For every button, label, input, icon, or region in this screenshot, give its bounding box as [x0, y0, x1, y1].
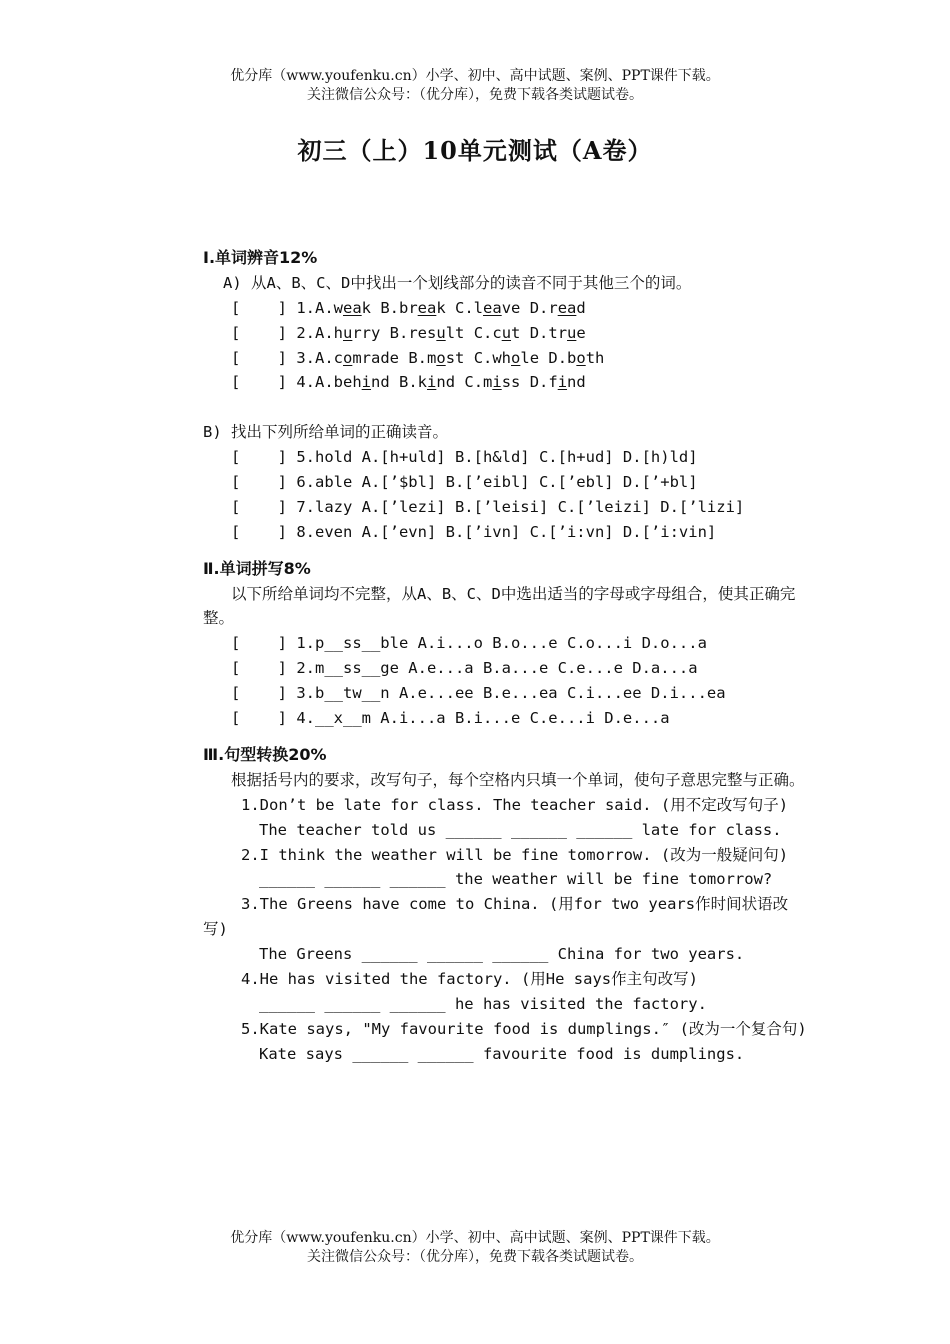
underlined-letters: ea — [343, 298, 362, 317]
option-d — [530, 299, 586, 317]
underlined-letters: u — [436, 323, 446, 342]
option-text: mrade — [352, 348, 409, 367]
option-text: B.res — [389, 323, 437, 342]
option-d — [530, 373, 586, 391]
option-a — [315, 324, 390, 342]
underlined-letters: i — [361, 373, 372, 392]
option-text: A.beh — [315, 373, 362, 392]
section-1a-instruction: A) 从A、B、C、D中找出一个划线部分的读音不同于其他三个的词。 — [223, 273, 692, 292]
option-text: B.m — [408, 348, 437, 367]
option-text: st — [445, 348, 474, 367]
option-text: ss — [501, 373, 530, 392]
underlined-letters: i — [492, 373, 502, 392]
section-3-question: 4.He has visited the factory. (用He says作主句改写) — [241, 970, 698, 989]
option-c — [455, 299, 530, 317]
option-text: C.m — [464, 373, 493, 392]
option-b — [399, 373, 464, 391]
underlined-letters: o — [576, 348, 586, 367]
option-text: D.r — [529, 298, 558, 317]
section-1b-item: [ ] 7.lazy A.[’lezi] B.[’leisi] C.[’leizi] D.[’lizi] — [231, 497, 745, 516]
option-text: le — [520, 348, 549, 367]
section-2-item: [ ] 3.b__tw__n A.e...ee B.e...ea C.i...ee D.i...ea — [231, 684, 726, 703]
section-3-answer-line: ______ ______ ______ he has visited the factory. — [259, 994, 707, 1013]
section-2-instruction: 以下所给单词均不完整，从A、B、C、D中选出适当的字母或字母组合，使其正确完整。 — [203, 584, 796, 628]
underlined-letters: u — [343, 323, 353, 342]
item-number: [ ] 4. — [231, 373, 315, 392]
section-2-item: [ ] 1.p__ss__ble A.i...o B.o...e C.o...i D.o...a — [231, 634, 707, 653]
header-line-2: 关注微信公众号：（优分库），免费下载各类试题试卷。 — [307, 87, 643, 103]
option-text: k — [361, 298, 381, 317]
section-1a-item — [203, 296, 808, 321]
option-text: B.br — [380, 298, 418, 317]
footer-line-1: 优分库（www.youfenku.cn）小学、初中、高中试题、案例、PPT课件下载。 — [230, 1230, 720, 1246]
option-text: nd — [371, 373, 400, 392]
section-3-instruction: 根据括号内的要求，改写句子，每个空格内只填一个单词，使句子意思完整与正确。 — [231, 770, 805, 789]
underlined-letters: o — [511, 348, 521, 367]
option-text: th — [585, 348, 605, 367]
section-3-question: 5.Kate says, "My favourite food is dumplings.″ (改为一个复合句) — [241, 1019, 807, 1038]
section-3-answer-line: The teacher told us ______ ______ ______ late for class. — [259, 820, 782, 839]
section-1b-item: [ ] 8.even A.[’evn] B.[’ivn] C.[’i:vn] D.[’i:vin] — [231, 522, 717, 541]
option-b — [390, 324, 474, 342]
section-3-question: 3.The Greens have come to China. (用for two years作时间状语改写) — [203, 895, 789, 939]
option-text: t — [511, 323, 530, 342]
section-1a-item — [203, 370, 808, 395]
section-2-item: [ ] 2.m__ss__ge A.e...a B.a...e C.e...e D.a...a — [231, 659, 698, 678]
option-text: e — [576, 323, 586, 342]
section-1b-item: [ ] 6.able A.[’$bl] B.[’eibl] C.[’ebl] D.[’+bl] — [231, 473, 698, 492]
option-text: A.c — [315, 348, 343, 367]
section-2-item: [ ] 4.__x__m A.i...a B.i...e C.e...i D.e...a — [231, 709, 670, 728]
page-header — [0, 67, 950, 105]
section-1a-item — [203, 321, 808, 346]
option-text: nd — [567, 373, 586, 392]
item-number: [ ] 2. — [231, 323, 315, 342]
section-3-answer-line: The Greens ______ ______ ______ China for two years. — [259, 945, 745, 964]
item-number: [ ] 1. — [231, 298, 315, 317]
underlined-letters: ea — [417, 298, 437, 317]
underlined-letters: o — [343, 348, 353, 367]
option-d — [548, 349, 604, 367]
underlined-letters: o — [436, 348, 446, 367]
option-text: nd — [436, 373, 465, 392]
option-text: lt — [445, 323, 474, 342]
item-number: [ ] 3. — [231, 348, 315, 367]
option-b — [380, 299, 455, 317]
section-3-heading: Ⅲ.句型转换20% — [203, 744, 327, 764]
section-3-question: 1.Don’t be late for class. The teacher said. (用不定改写句子) — [241, 795, 789, 814]
option-b — [408, 349, 473, 367]
option-text: rry — [352, 323, 390, 342]
option-text: C.wh — [473, 348, 512, 367]
option-d — [530, 324, 586, 342]
section-1a-item — [203, 346, 808, 371]
option-text: A.w — [315, 298, 343, 317]
underlined-letters: u — [501, 323, 512, 342]
option-text: B.k — [399, 373, 428, 392]
section-2-heading: Ⅱ.单词拼写8% — [203, 558, 311, 578]
option-a — [315, 299, 380, 317]
option-c — [464, 373, 529, 391]
page-title: 初三（上）10单元测试（A卷） — [297, 136, 653, 165]
page-footer — [0, 1229, 950, 1267]
option-text: C.l — [455, 298, 484, 317]
option-text: A.h — [315, 323, 343, 342]
underlined-letters: i — [557, 373, 568, 392]
document-body — [203, 246, 808, 1067]
option-text: C.c — [473, 323, 502, 342]
section-3-answer-line: ______ ______ ______ the weather will be fine tomorrow? — [259, 870, 773, 889]
option-c — [474, 349, 549, 367]
header-line-1: 优分库（www.youfenku.cn）小学、初中、高中试题、案例、PPT课件下载。 — [230, 68, 720, 84]
option-text: d — [576, 298, 586, 317]
section-3-answer-line: Kate says ______ ______ favourite food is dumplings. — [259, 1044, 745, 1063]
option-a — [315, 373, 399, 391]
section-1b-instruction: B) 找出下列所给单词的正确读音。 — [203, 423, 448, 442]
footer-line-2: 关注微信公众号：（优分库），免费下载各类试题试卷。 — [307, 1249, 643, 1265]
underlined-letters: u — [567, 323, 577, 342]
option-a — [315, 349, 408, 367]
section-3-question: 2.I think the weather will be fine tomorrow. (改为一般疑问句) — [241, 845, 789, 864]
option-c — [474, 324, 530, 342]
section-1b-item: [ ] 5.hold A.[h+uld] B.[h&ld] C.[h+ud] D.[h)ld] — [231, 448, 698, 467]
underlined-letters: ea — [483, 298, 502, 317]
underlined-letters: ea — [557, 298, 577, 317]
option-text: D.f — [529, 373, 558, 392]
section-1a-items — [203, 296, 808, 396]
option-text: ve — [501, 298, 530, 317]
option-text: D.b — [548, 348, 577, 367]
option-text: D.tr — [529, 323, 568, 342]
section-1-heading: Ⅰ.单词辨音12% — [203, 248, 318, 267]
option-text: k — [436, 298, 456, 317]
underlined-letters: i — [427, 373, 437, 392]
